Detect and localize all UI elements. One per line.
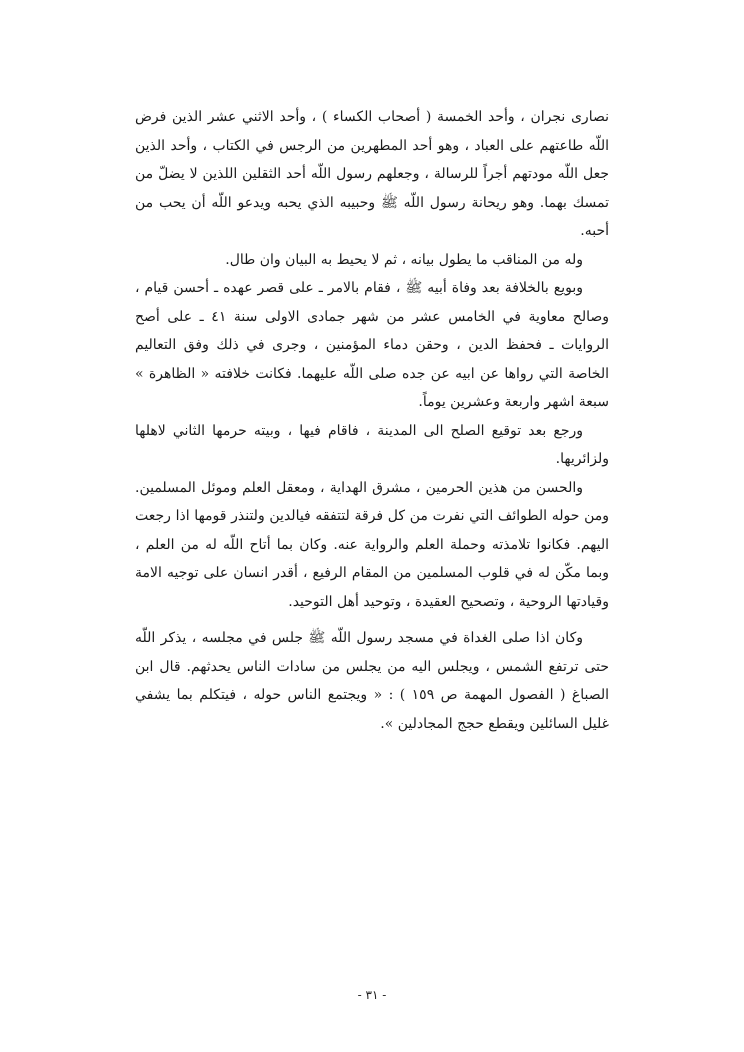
paragraph-2: وله من المناقب ما يطول بيانه ، ثم لا يحيط به البيان وان طال. <box>225 251 583 268</box>
paragraph-4: ورجع بعد توقيع الصلح الى المدينة ، فاقام فيها ، وبيته حرمها الثاني لاهلها ولزائريها. <box>135 422 609 467</box>
paragraph-5: والحسن من هذين الحرمين ، مشرق الهداية ، ومعقل العلم وموئل المسلمين. ومن حوله الطوائف التي نفرت من كل فرقة لتتفقه فيالدين ولتنذر قومها اذا رجعت اليهم. فكانوا تلامذته وحملة العلم والرواية عنه. وكان بما أتاح اللّه له من العلم ، وبما مكّن له في قلوب المسلمين من المقام الرفيع ، أقدر انسان على توجيه الامة وقيادتها الروحية ، وتصحيح العقيدة ، وتوحيد أهل التوحيد. <box>135 479 609 610</box>
paragraph-6: وكان اذا صلى الغداة في مسجد رسول اللّه ﷺ جلس في مجلسه ، يذكر اللّه حتى ترتفع الشمس ، ويجلس اليه من يجلس من سادات الناس يحدثهم. قال ابن الصباغ ( الفصول المهمة ص ١٥٩ ) : « ويجتمع الناس حوله ، فيتكلم بما يشفي غليل السائلين ويقطع حجج المجادلين ». <box>135 630 609 732</box>
paragraph-3: وبويع بالخلافة بعد وفاة أبيه ﷺ ، فقام بالامر ـ على قصر عهده ـ أحسن قيام ، وصالح معاوية في الخامس عشر من شهر جمادى الاولى سنة ٤١ ـ على أصح الروايات ـ فحفظ الدين ، وحقن دماء المؤمنين ، وجرى في ذلك وفق التعاليم الخاصة التي رواها عن ابيه عن جده صلى اللّه عليهما. فكانت خلافته « الظاهرة » سبعة اشهر واربعة وعشرين يوماً. <box>135 280 609 410</box>
document-body <box>135 103 609 738</box>
paragraph-1: نصارى نجران ، وأحد الخمسة ( أصحاب الكساء ) ، وأحد الاثني عشر الذين فرض اللّه طاعتهم على العباد ، وهو أحد المطهرين من الرجس في الكتاب ، وأحد الذين جعل اللّه مودتهم أجراً للرسالة ، وجعلهم رسول اللّه أحد الثقلين اللذين لا يضلّ من تمسك بهما. وهو ريحانة رسول اللّه ﷺ وحبيبه الذي يحبه ويدعو اللّه أن يحب من أحبه. <box>135 109 609 239</box>
page-number: - ٣١ - <box>357 988 387 1002</box>
